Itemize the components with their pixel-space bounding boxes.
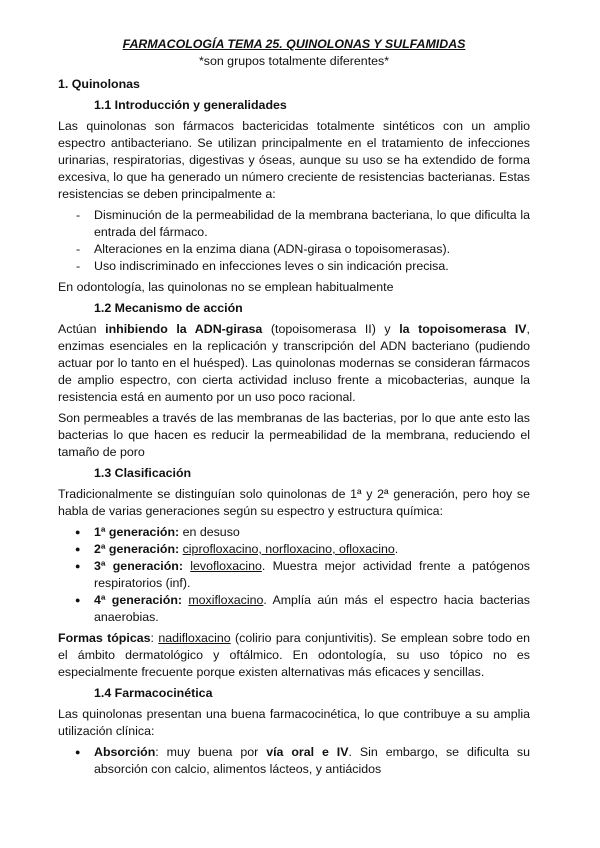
generation-list <box>58 524 530 626</box>
underlined-text: nadifloxacino <box>158 631 231 645</box>
document-page <box>58 36 530 782</box>
text-run: (topoisomerasa II) y <box>262 322 400 336</box>
text-run: . Sin embargo, se dificulta su absorción con calcio, alimentos lácteos, y antiácidos <box>94 745 530 776</box>
odontology-note: En odontología, las quinolonas no se emplean habitualmente <box>58 280 394 294</box>
text-run: : <box>150 631 159 645</box>
bold-text: Formas tópicas <box>58 631 151 645</box>
mechanism-paragraph <box>58 321 530 406</box>
bold-text: Absorción <box>94 745 156 759</box>
text-run: . <box>394 542 399 556</box>
bold-text: la topoisomerasa IV <box>399 322 527 336</box>
pharmacokinetics-paragraph: Las quinolonas presentan una buena farmacocinética, lo que contribuye a su amplia utilización clínica: <box>58 707 530 738</box>
list-item <box>58 592 530 626</box>
bold-text: vía oral e IV <box>266 745 349 759</box>
underlined-text: moxifloxacino <box>188 593 264 607</box>
subsection-heading-mecanismo: 1.2 Mecanismo de acción <box>94 301 243 315</box>
bold-text: inhibiendo la ADN-girasa <box>105 322 263 336</box>
list-item: - Alteraciones en la enzima diana (ADN-girasa o topoisomerasas). <box>58 241 530 258</box>
bold-text: 1ª generación: <box>94 525 180 539</box>
bold-text: 2ª generación: <box>94 542 180 556</box>
text-run: : muy buena por <box>155 745 267 759</box>
text-run: . Amplía aún más el espectro hacia bacterias anaerobias. <box>94 593 530 624</box>
text-run: (colirio para conjuntivitis). Se emplean sobre todo en el ámbito dermatológico y oftálmico. En odontología, su uso tópico no es especialmente frecuente porque existen alternativas más eficaces y sencillas. <box>58 631 530 679</box>
topical-forms-paragraph <box>58 630 530 681</box>
subsection-heading-farmacocinetica: 1.4 Farmacocinética <box>94 686 213 700</box>
permeability-paragraph: Son permeables a través de las membranas de las bacterias, por lo que ante esto las bacterias lo que hacen es reducir la permeabilidad de la membrana, reduciendo el tamaño de poro <box>58 411 530 459</box>
section-heading-quinolonas: 1. Quinolonas <box>58 77 140 91</box>
document-title: FARMACOLOGÍA TEMA 25. QUINOLONAS Y SULFAMIDAS <box>122 37 466 51</box>
document-subtitle: *son grupos totalmente diferentes* <box>198 54 390 68</box>
text-run: . Muestra mejor actividad frente a patógenos respiratorios (inf). <box>94 559 530 590</box>
underlined-text: ciprofloxacino, norfloxacino, ofloxacino <box>182 542 395 556</box>
subsection-heading-introduccion: 1.1 Introducción y generalidades <box>94 98 287 112</box>
resistance-list <box>58 207 530 275</box>
pharmacokinetics-list <box>58 744 530 778</box>
subsection-heading-clasificacion: 1.3 Clasificación <box>94 466 192 480</box>
list-item <box>58 558 530 592</box>
list-item <box>58 524 530 541</box>
text-run: , enzimas esenciales en la replicación y transcripción del ADN bacteriano (pudiendo actuar por lo tanto en el huésped). Las quinolonas modernas se consideran fármacos de amplio espectro, con cierta actividad incluso frente a micobacterias, aunque la resistencia está en aumento por un uso poco racional. <box>58 322 530 404</box>
list-item: - Disminución de la permeabilidad de la membrana bacteriana, lo que dificulta la entrada del fármaco. <box>58 207 530 241</box>
bold-text: 4ª generación: <box>94 593 183 607</box>
text-run: en desuso <box>179 525 240 539</box>
classification-paragraph: Tradicionalmente se distinguían solo quinolonas de 1ª y 2ª generación, pero hoy se habla de varias generaciones según su espectro y estructura química: <box>58 487 530 518</box>
list-item <box>58 541 530 558</box>
text-run: Actúan <box>58 322 106 336</box>
list-item: - Uso indiscriminado en infecciones leves o sin indicación precisa. <box>58 258 530 275</box>
intro-paragraph: Las quinolonas son fármacos bactericidas totalmente sintéticos con un amplio espectro antibacteriano. Se utilizan principalmente en el tratamiento de infecciones urinarias, respiratorias, digestivas y óseas, aunque su uso se ha extendido de forma excesiva, lo que ha generado un número creciente de resistencias bacterianas. Estas resistencias se deben principalmente a: <box>58 119 530 201</box>
list-item <box>58 744 530 778</box>
underlined-text: levofloxacino <box>190 559 262 573</box>
bold-text: 3ª generación: <box>94 559 183 573</box>
